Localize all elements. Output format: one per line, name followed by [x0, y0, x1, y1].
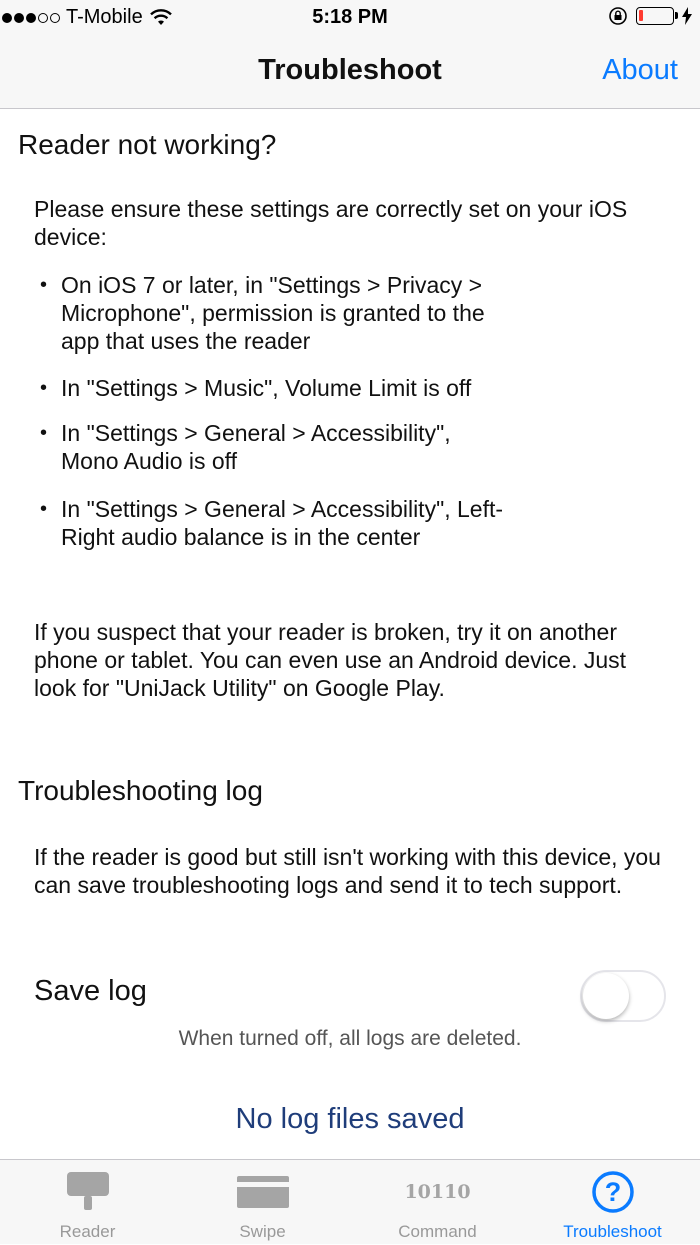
tab-swipe[interactable]: [175, 1160, 350, 1245]
carrier-name: T-Mobile: [66, 6, 143, 28]
svg-text:?: ?: [604, 1177, 621, 1207]
bullet-dot: •: [40, 498, 48, 520]
tab-command[interactable]: [350, 1160, 525, 1245]
save-log-label: Save log: [34, 975, 147, 1007]
credit-card-icon: [175, 1170, 350, 1214]
tab-reader[interactable]: [0, 1160, 175, 1245]
bullet-dot: •: [40, 422, 48, 444]
status-time: 5:18 PM: [312, 6, 388, 28]
binary-command-icon: [350, 1170, 525, 1214]
save-log-hint: When turned off, all logs are deleted.: [178, 1027, 522, 1050]
status-right: [608, 6, 692, 26]
battery-icon: [636, 7, 674, 25]
status-bar: [0, 0, 700, 36]
reader-intro-text: Please ensure these settings are correctly set on your iOS device:: [34, 196, 628, 250]
page-title: Troubleshoot: [258, 54, 442, 86]
no-log-files-link[interactable]: No log files saved: [235, 1103, 465, 1135]
settings-bullet: [40, 374, 660, 402]
tab-label: Command: [398, 1222, 477, 1241]
tab-label: Swipe: [239, 1222, 286, 1241]
bullet-text: In "Settings > Music", Volume Limit is off: [61, 375, 472, 401]
toggle-knob: [583, 973, 629, 1019]
save-log-toggle[interactable]: [580, 970, 666, 1022]
tab-label: Troubleshoot: [563, 1222, 662, 1241]
card-reader-icon: [0, 1170, 175, 1214]
bullet-text: In "Settings > General > Accessibility", Left-Right audio balance is in the center: [61, 496, 504, 550]
settings-bullet: [40, 495, 510, 551]
about-button[interactable]: About: [602, 54, 678, 86]
charging-bolt-icon: [682, 7, 692, 25]
bullet-text: On iOS 7 or later, in "Settings > Privacy > Microphone", permission is granted to the app that uses the reader: [61, 272, 485, 354]
log-description: If the reader is good but still isn't working with this device, you can save troubleshooting logs and send it to tech support.: [34, 844, 661, 898]
settings-bullet: [40, 271, 510, 355]
bullet-dot: •: [40, 377, 48, 399]
navigation-bar: [0, 36, 700, 109]
tab-bar: [0, 1159, 700, 1244]
bullet-dot: •: [40, 274, 48, 296]
tab-troubleshoot[interactable]: [525, 1160, 700, 1245]
question-circle-icon: [525, 1170, 700, 1214]
battery-level: [639, 10, 643, 21]
broken-reader-note: If you suspect that your reader is broken, try it on another phone or tablet. You can even use an Android device. Just look for "UniJack Utility" on Google Play.: [34, 619, 627, 701]
tab-label: Reader: [59, 1222, 116, 1241]
reader-section-title: Reader not working?: [18, 129, 277, 160]
log-section-title: Troubleshooting log: [18, 775, 263, 806]
binary-glyph: 10110: [404, 1181, 471, 1203]
orientation-lock-icon: [608, 6, 628, 26]
bullet-text: In "Settings > General > Accessibility", Mono Audio is off: [61, 420, 451, 474]
troubleshoot-content[interactable]: [0, 109, 700, 1159]
settings-bullet: [40, 419, 500, 475]
